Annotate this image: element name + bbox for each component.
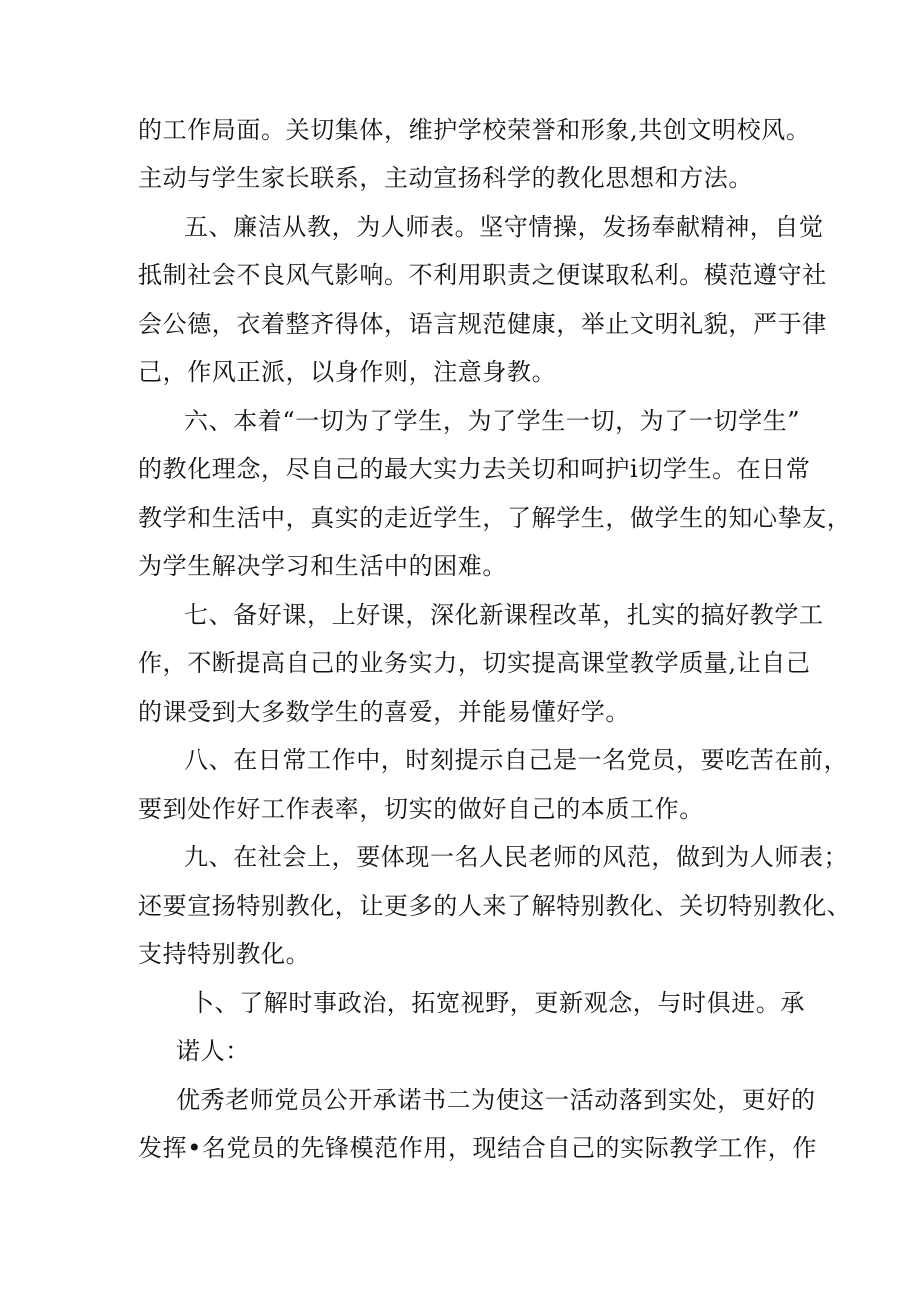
paragraph-9-start: 九、在社会上，要体现一名人民老师的风范，做到为人师表； [184, 843, 849, 871]
paragraph-8-start: 八、在日常工作中，时刻提示自己是一名党员，要吃苦在前， [184, 746, 849, 774]
text-line: 的教化理念，尽自己的最大实力去关切和呵护i切学生。在日常 [138, 455, 811, 483]
text-line: 的工作局面。关切集体，维护学校荣誉和形象,共创文明校风。 [138, 116, 811, 144]
text-line: 的课受到大多数学生的喜爱，并能易懂好学。 [138, 698, 630, 726]
text-line: 教学和生活中，真实的走近学生，了解学生，做学生的知心挚友， [138, 504, 852, 532]
text-line: 为学生解决学习和生活中的困难。 [138, 552, 507, 580]
text-line: 己，作风正派，以身作则，注意身教。 [138, 358, 557, 386]
paragraph-5-start: 五、廉洁从教，为人师表。坚守情操，发扬奉献精神，自觉 [184, 213, 824, 241]
paragraph-10-start: 卜、了解时事政治，拓宽视野，更新观念，与时俱进。承 [190, 989, 805, 1017]
signature-label: 诺人： [176, 1037, 250, 1065]
paragraph-7-start: 七、备好课，上好课，深化新课程改革，扎实的搞好教学工 [184, 601, 824, 629]
text-line: 还要宣扬特别教化，让更多的人来了解特别教化、关切特别教化、 [138, 892, 852, 920]
text-line: 支持特别教化。 [138, 940, 311, 968]
text-line: 主动与学生家长联系，主动宣扬科学的教化思想和方法。 [138, 164, 753, 192]
text-line: 抵制社会不良风气影响。不利用职责之便谋取私利。模范遵守社 [138, 261, 827, 289]
paragraph-6-start: 六、本着“一切为了学生，为了学生一切，为了一切学生” [184, 407, 801, 435]
text-line: 作，不断提高自己的业务实力，切实提高课堂教学质量,让自己 [138, 649, 811, 677]
paragraph-2-start: 优秀老师党员公开承诺书二为使这一活动落到实处，更好的 [176, 1086, 816, 1114]
text-line: 要到处作好工作表率，切实的做好自己的本质工作。 [138, 795, 704, 823]
text-line: 会公德，衣着整齐得体，语言规范健康，举止文明礼貌，严于律 [138, 310, 827, 338]
text-line: 发挥•名党员的先锋模范作用，现结合自己的实际教学工作，作 [138, 1134, 817, 1162]
